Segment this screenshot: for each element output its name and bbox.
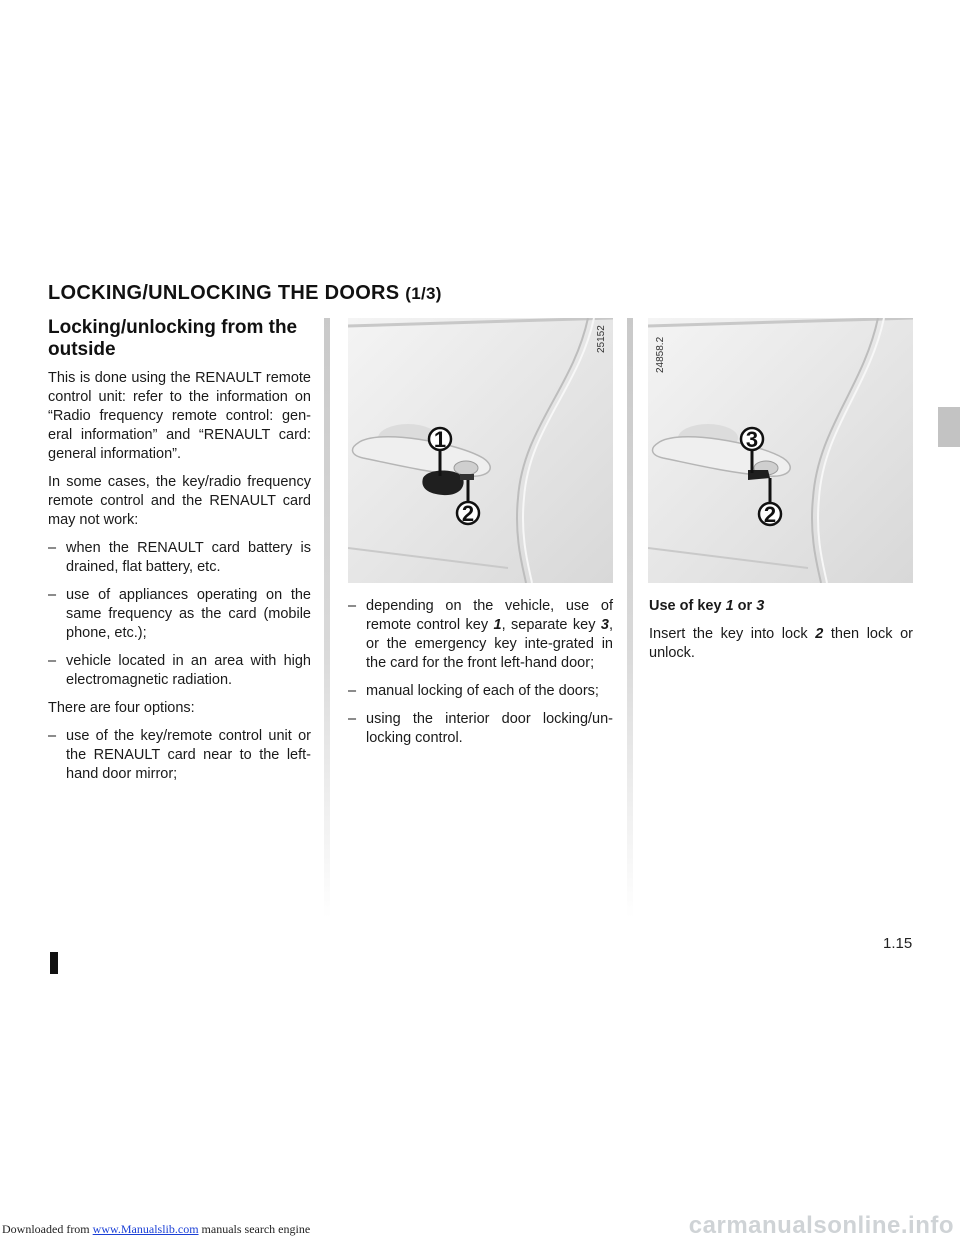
exceptions-paragraph: In some cases, the key/radio frequency remote control and the RENAULT card may not work:	[48, 474, 311, 528]
page-number: 1.15	[883, 935, 913, 952]
manualslib-link[interactable]: www.Manualslib.com	[92, 1222, 199, 1236]
column-1	[48, 317, 311, 793]
callouts-photo-1	[348, 318, 613, 583]
callouts-photo-2	[648, 318, 913, 583]
callout-1: 1	[433, 427, 447, 452]
callout-2b: 2	[763, 502, 777, 527]
page-title-main: LOCKING/UNLOCKING THE DOORS	[48, 282, 400, 304]
photo-reference-code-1: 25152	[596, 325, 607, 353]
site-watermark: carmanualsonline.info	[688, 1212, 954, 1239]
list-item: – vehicle located in an area with high electromagnetic radiation.	[48, 653, 311, 688]
door-handle-photo-1	[348, 318, 613, 583]
door-handle-photo-2	[648, 318, 913, 583]
crop-mark	[50, 952, 58, 974]
callout-2: 2	[461, 501, 475, 526]
column-divider-right	[627, 318, 633, 918]
download-source-line: Downloaded from www.Manualslib.com manuals search engine	[2, 1222, 311, 1236]
photo-reference-code-2: 24858.2	[655, 336, 666, 373]
page-title	[48, 282, 442, 305]
list-item: – using the interior door locking/un-locking control.	[348, 711, 613, 746]
list-item: – use of the key/remote control unit or the RENAULT card near to the left-hand door mirror;	[48, 728, 311, 782]
intro-paragraph: This is done using the RENAULT remote control unit: refer to the information on “Radio frequency remote control: gen-eral information” and “RENAULT card: general information”.	[48, 370, 311, 462]
key-use-paragraph: Insert the key into lock 2 then lock or unlock.	[649, 626, 913, 661]
column-2	[348, 597, 613, 757]
section-heading: Locking/unlocking from the outside	[48, 317, 298, 360]
column-divider-left	[324, 318, 330, 918]
list-item: – when the RENAULT card battery is drained, flat battery, etc.	[48, 540, 311, 575]
list-item: – depending on the vehicle, use of remote control key 1, separate key 3, or the emergency key inte-grated in the card for the front left-hand door;	[348, 598, 613, 671]
options-paragraph: There are four options:	[48, 700, 195, 716]
chapter-thumb-tab	[938, 407, 960, 447]
list-item: – manual locking of each of the doors;	[348, 683, 599, 699]
page-title-part: (1/3)	[405, 284, 442, 303]
key-use-subheading: Use of key 1 or 3	[649, 598, 765, 614]
list-item: – use of appliances operating on the same frequency as the card (mobile phone, etc.);	[48, 587, 311, 641]
column-3	[649, 597, 913, 672]
callout-3: 3	[745, 427, 759, 452]
